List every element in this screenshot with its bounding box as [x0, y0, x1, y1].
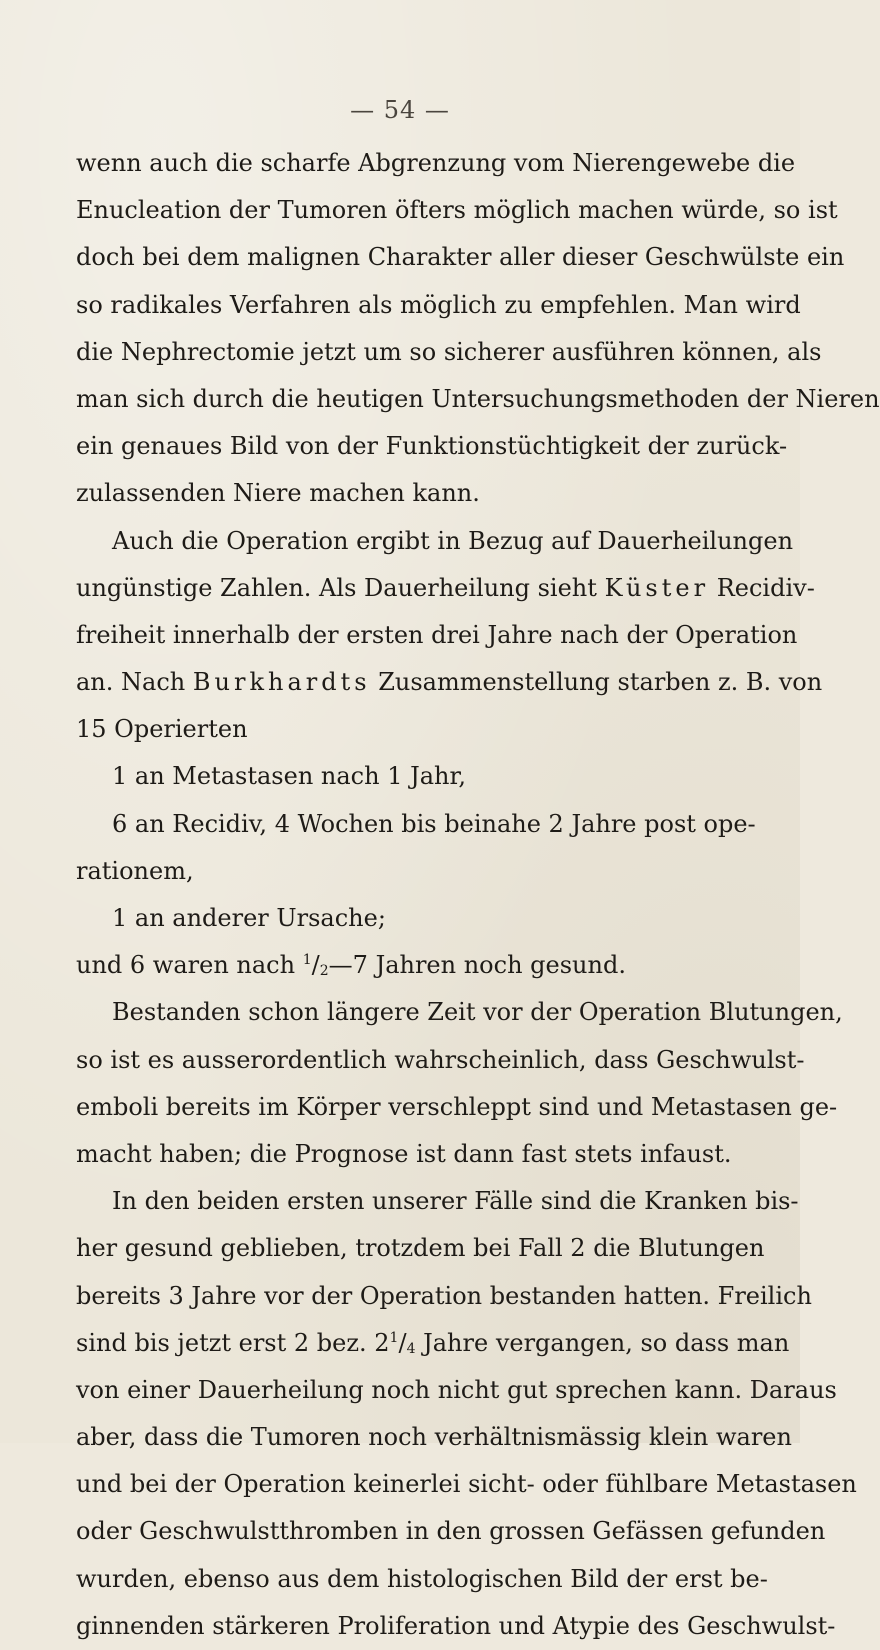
text-line-23: aber, dass die Tumoren noch verhältnismässig klein waren [76, 1423, 792, 1452]
text-line-17: macht haben; die Prognose ist dann fast stets infaust. [76, 1139, 732, 1168]
summary-end: —7 Jahren noch gesund. [328, 951, 626, 980]
line-10-end: Recidiv- [716, 573, 815, 602]
text-line-24: und bei der Operation keinerlei sicht- oder fühlbare Metastasen [76, 1470, 857, 1499]
text-line-3: doch bei dem malignen Charakter aller dieser Geschwülste ein [76, 243, 845, 272]
author-burkhardts: Burkhardts [192, 668, 371, 697]
text-line-22: von einer Dauerheilung noch nicht gut sprechen kann. Daraus [76, 1375, 837, 1404]
text-line-12 [76, 659, 823, 706]
text-line-20: bereits 3 Jahre vor der Operation bestanden hatten. Freilich [76, 1281, 812, 1310]
text-line-5: die Nephrectomie jetzt um so sicherer ausführen können, als [76, 337, 822, 366]
list-item-3: 1 an anderer Ursache; [112, 904, 386, 932]
summary-start: und 6 waren nach [76, 951, 296, 980]
fraction-numerator-2: 1 [389, 1329, 399, 1346]
text-line-7: ein genaues Bild von der Funktionstüchtigkeit der zurück- [76, 432, 788, 461]
text-line-8: zulassenden Niere machen kann. [76, 479, 480, 508]
text-line-18: In den beiden ersten unserer Fälle sind die Kranken bis- [112, 1187, 799, 1216]
line-12-start: an. Nach [76, 668, 186, 697]
text-line-11: freiheit innerhalb der ersten drei Jahre nach der Operation [76, 620, 798, 649]
line-21-end: Jahre vergangen, so dass man [423, 1328, 790, 1357]
text-line-26: wurden, ebenso aus dem histologischen Bild der erst be- [76, 1564, 768, 1593]
list-item-1: 1 an Metastasen nach 1 Jahr, [112, 762, 466, 791]
fraction-denominator-2: 4 [406, 1340, 416, 1357]
text-line-2: Enucleation der Tumoren öfters möglich machen würde, so ist [76, 196, 838, 225]
text-line-4: so radikales Verfahren als möglich zu empfehlen. Man wird [76, 290, 801, 319]
text-line-10 [76, 565, 815, 612]
text-line-summary: und 6 waren nach $^1/_2—7$ Jahren noch gesund. [76, 951, 626, 980]
text-line-6: man sich durch die heutigen Untersuchungsmethoden der Nieren [76, 384, 880, 413]
line-10-start: ungünstige Zahlen. Als Dauerheilung sieht [76, 573, 597, 602]
text-line-1: wenn auch die scharfe Abgrenzung vom Nierengewebe die [76, 149, 796, 177]
list-item-2: 6 an Recidiv, 4 Wochen bis beinahe 2 Jahre post ope- [112, 809, 756, 838]
text-line-27: ginnenden stärkeren Proliferation und Atypie des Geschwulst- [76, 1611, 836, 1640]
author-kuester: Küster [604, 573, 710, 602]
page-number: — 54 — [350, 96, 450, 124]
body-text [76, 140, 880, 1650]
text-line-16: emboli bereits im Körper verschleppt sind und Metastasen ge- [76, 1092, 838, 1121]
text-line-14: Bestanden schon längere Zeit vor der Operation Blutungen, [112, 998, 843, 1027]
text-line-15: so ist es ausserordentlich wahrscheinlich, dass Geschwulst- [76, 1045, 805, 1074]
text-line-21: sind bis jetzt erst 2 bez. $2^1/_4$ Jahre vergangen, so dass man [76, 1328, 790, 1357]
text-line-13: 15 Operierten [76, 715, 248, 744]
text-line-19: her gesund geblieben, trotzdem bei Fall 2 die Blutungen [76, 1234, 765, 1263]
text-line-25: oder Geschwulstthromben in den grossen Gefässen gefunden [76, 1517, 826, 1546]
text-line-9: Auch die Operation ergibt in Bezug auf Dauerheilungen [112, 526, 794, 555]
fraction-denominator: 2 [319, 963, 329, 980]
list-item-2-cont: rationem, [76, 856, 194, 885]
fraction-numerator: 1 [302, 952, 312, 969]
line-12-end: Zusammenstellung starben z. B. von [378, 668, 823, 697]
line-21-start: sind bis jetzt erst 2 bez. 2 [76, 1328, 390, 1357]
